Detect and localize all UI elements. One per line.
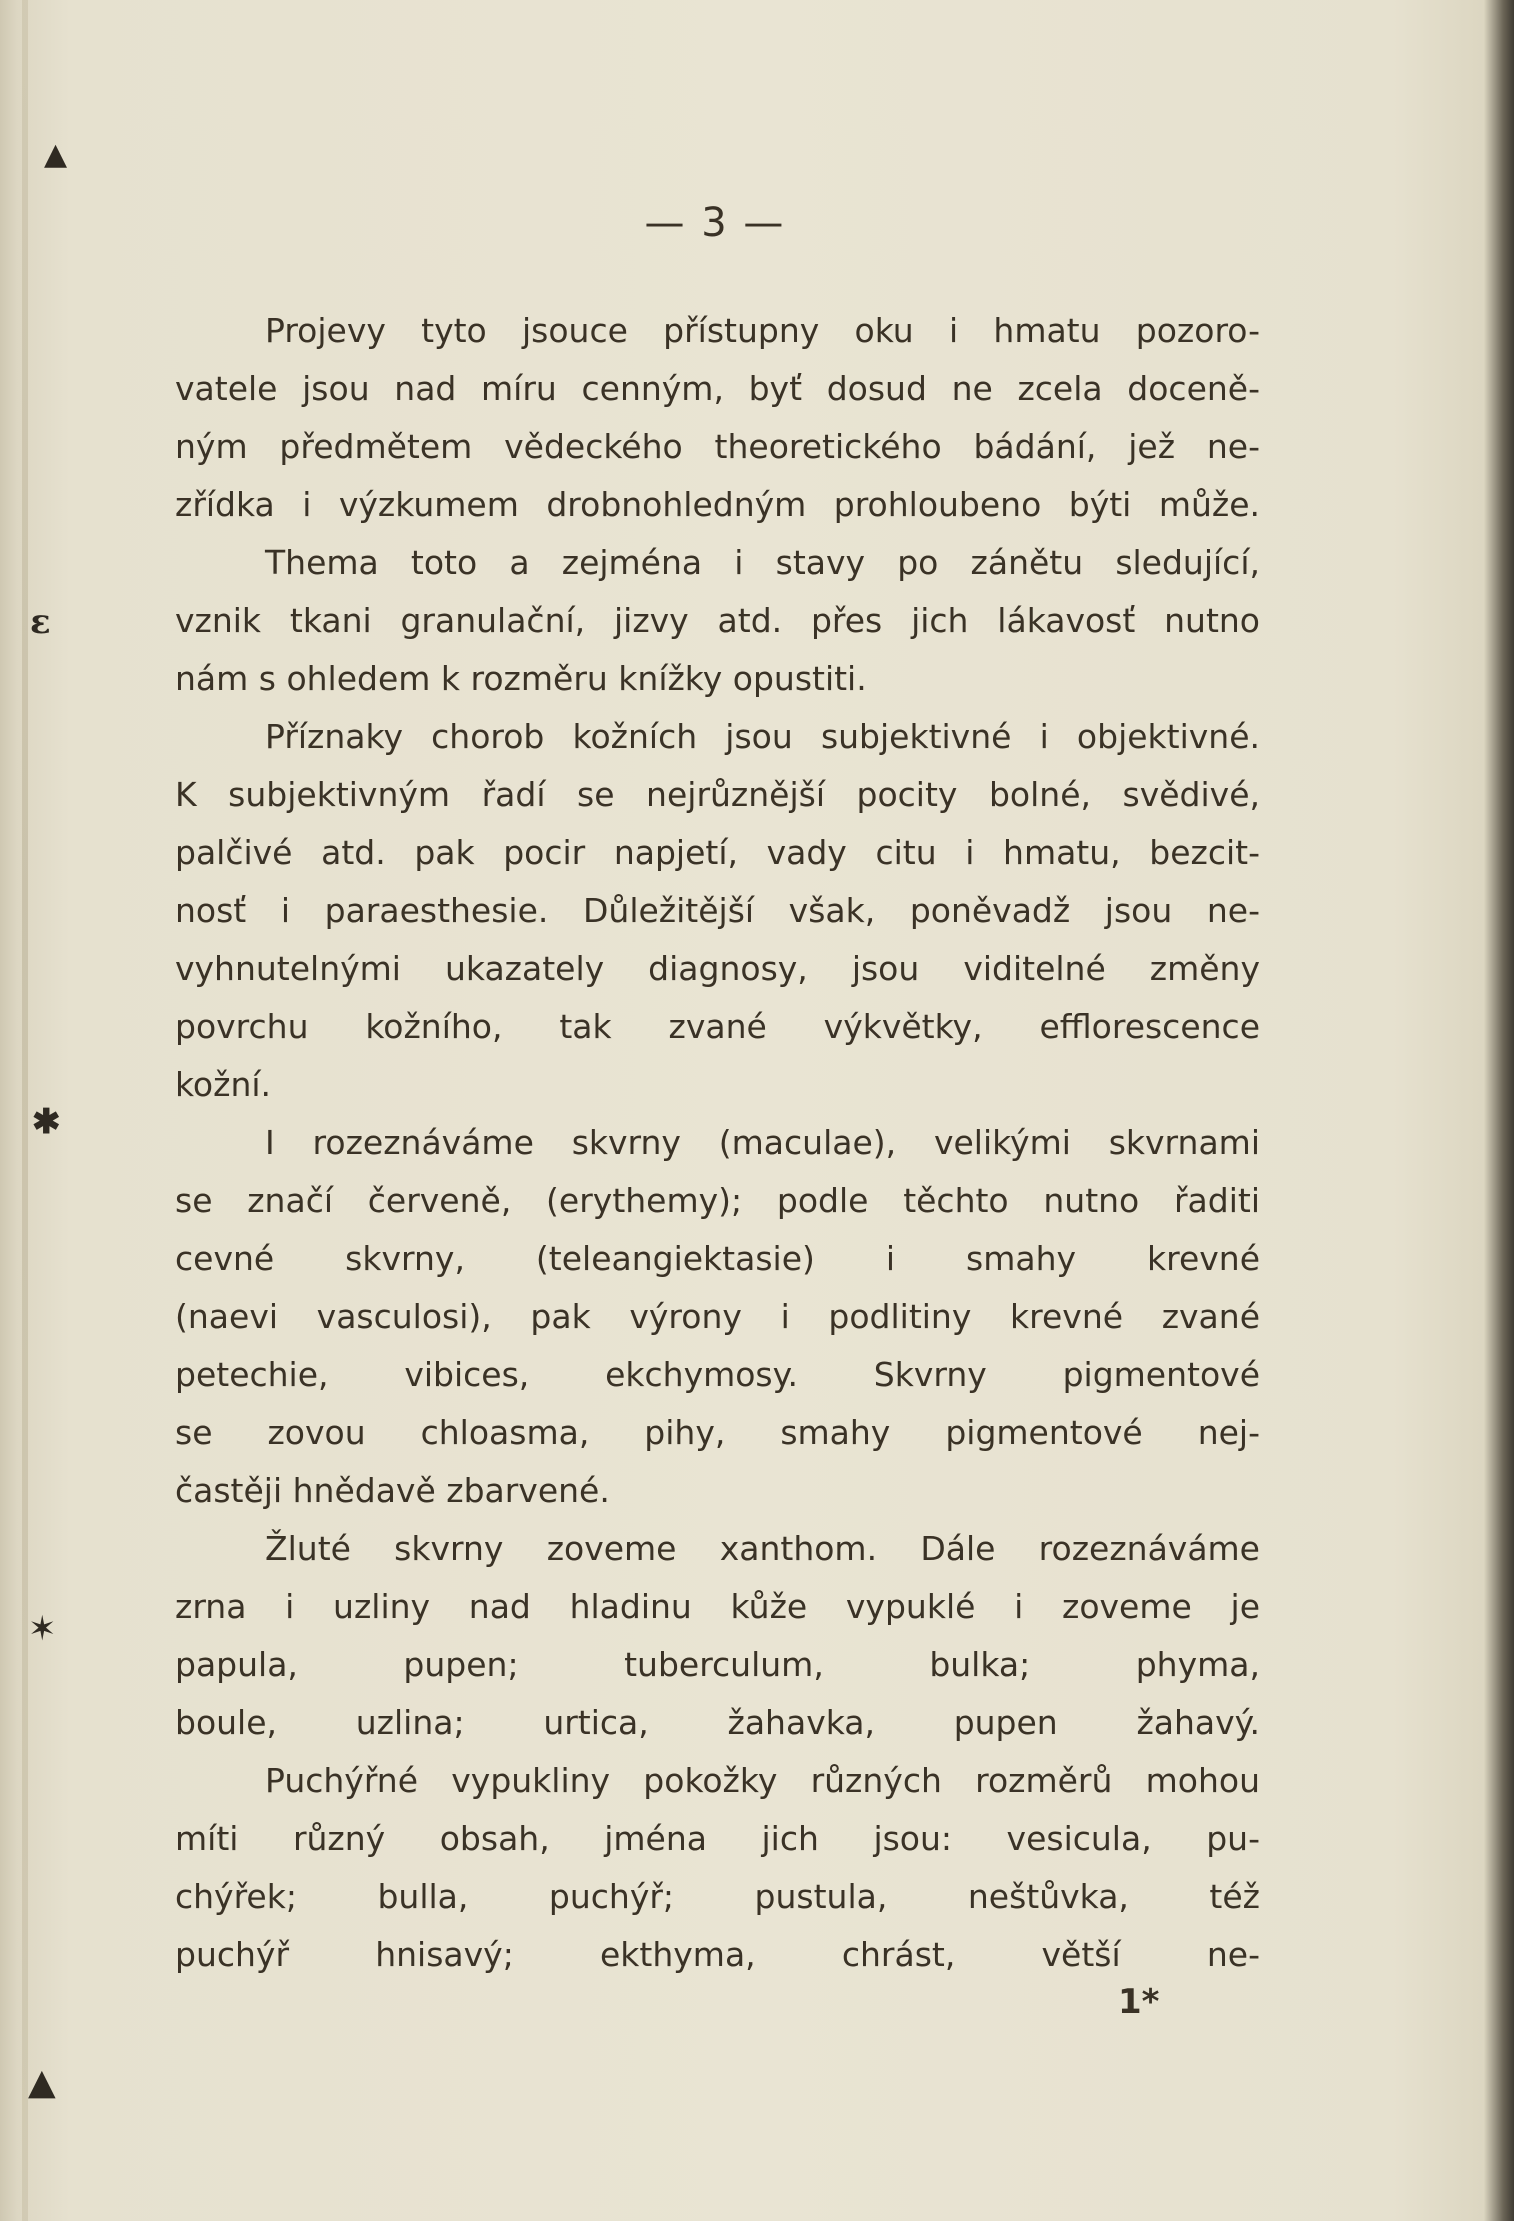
text-line: (naevi vasculosi), pak výrony i podlitiny krevné zvané <box>175 1297 1260 1336</box>
margin-mark-5: ▲ <box>28 2062 56 2103</box>
text-line: cevné skvrny, (teleangiektasie) i smahy krevné <box>175 1239 1260 1278</box>
page-number: — 3 — <box>644 200 786 246</box>
text-line: častěji hnědavě zbarvené. <box>175 1471 610 1510</box>
text-line: puchýř hnisavý; ekthyma, chrást, větší ne- <box>175 1935 1260 1974</box>
text-line: vznik tkani granulační, jizvy atd. přes jich lákavosť nutno <box>175 601 1260 640</box>
margin-mark-2: ɛ <box>30 602 51 642</box>
text-line: palčivé atd. pak pocir napjetí, vady citu i hmatu, bezcit- <box>175 833 1260 872</box>
text-line: boule, uzlina; urtica, žahavka, pupen žahavý. <box>175 1703 1260 1742</box>
text-line: zřídka i výzkumem drobnohledným prohloubeno býti může. <box>175 485 1260 524</box>
body-text <box>175 302 1260 1984</box>
binding-edge <box>22 0 28 2221</box>
text-line: Projevy tyto jsouce přístupny oku i hmatu pozoro- <box>265 311 1260 350</box>
text-line: nám s ohledem k rozměru knížky opustiti. <box>175 659 867 698</box>
margin-mark-3: ✱ <box>32 1102 61 1142</box>
text-line: K subjektivným řadí se nejrůznější pocity bolné, svědivé, <box>175 775 1260 814</box>
margin-mark-1: ▲ <box>44 137 68 172</box>
text-line: se zovou chloasma, pihy, smahy pigmentové nej- <box>175 1413 1260 1452</box>
text-line: petechie, vibices, ekchymosy. Skvrny pigmentové <box>175 1355 1260 1394</box>
text-line: vatele jsou nad míru cenným, byť dosud ne zcela doceně- <box>175 369 1260 408</box>
text-line: nosť i paraesthesie. Důležitější však, poněvadž jsou ne- <box>175 891 1260 930</box>
margin-mark-4: ✶ <box>28 1609 57 1649</box>
text-line: povrchu kožního, tak zvané výkvětky, efflorescence <box>175 1007 1260 1046</box>
text-line: I rozeznáváme skvrny (maculae), velikými skvrnami <box>265 1123 1260 1162</box>
text-line: kožní. <box>175 1065 272 1104</box>
text-line: Puchýřné vypukliny pokožky různých rozměrů mohou <box>265 1761 1260 1800</box>
text-line: chýřek; bulla, puchýř; pustula, neštůvka, též <box>175 1877 1260 1916</box>
text-line: míti různý obsah, jména jich jsou: vesicula, pu- <box>175 1819 1260 1858</box>
text-line: papula, pupen; tuberculum, bulka; phyma, <box>175 1645 1260 1684</box>
text-line: vyhnutelnými ukazately diagnosy, jsou viditelné změny <box>175 949 1260 988</box>
text-line: zrna i uzliny nad hladinu kůže vypuklé i zoveme je <box>175 1587 1260 1626</box>
text-line: Příznaky chorob kožních jsou subjektivné i objektivné. <box>265 717 1260 756</box>
text-line: Thema toto a zejména i stavy po zánětu sledující, <box>265 543 1260 582</box>
text-line: se značí červeně, (erythemy); podle těchto nutno řaditi <box>175 1181 1260 1220</box>
signature-mark: 1* <box>1118 1982 1160 2022</box>
text-line: ným předmětem vědeckého theoretického bádání, jež ne- <box>175 427 1260 466</box>
text-line: Žluté skvrny zoveme xanthom. Dále rozeznáváme <box>265 1529 1260 1568</box>
